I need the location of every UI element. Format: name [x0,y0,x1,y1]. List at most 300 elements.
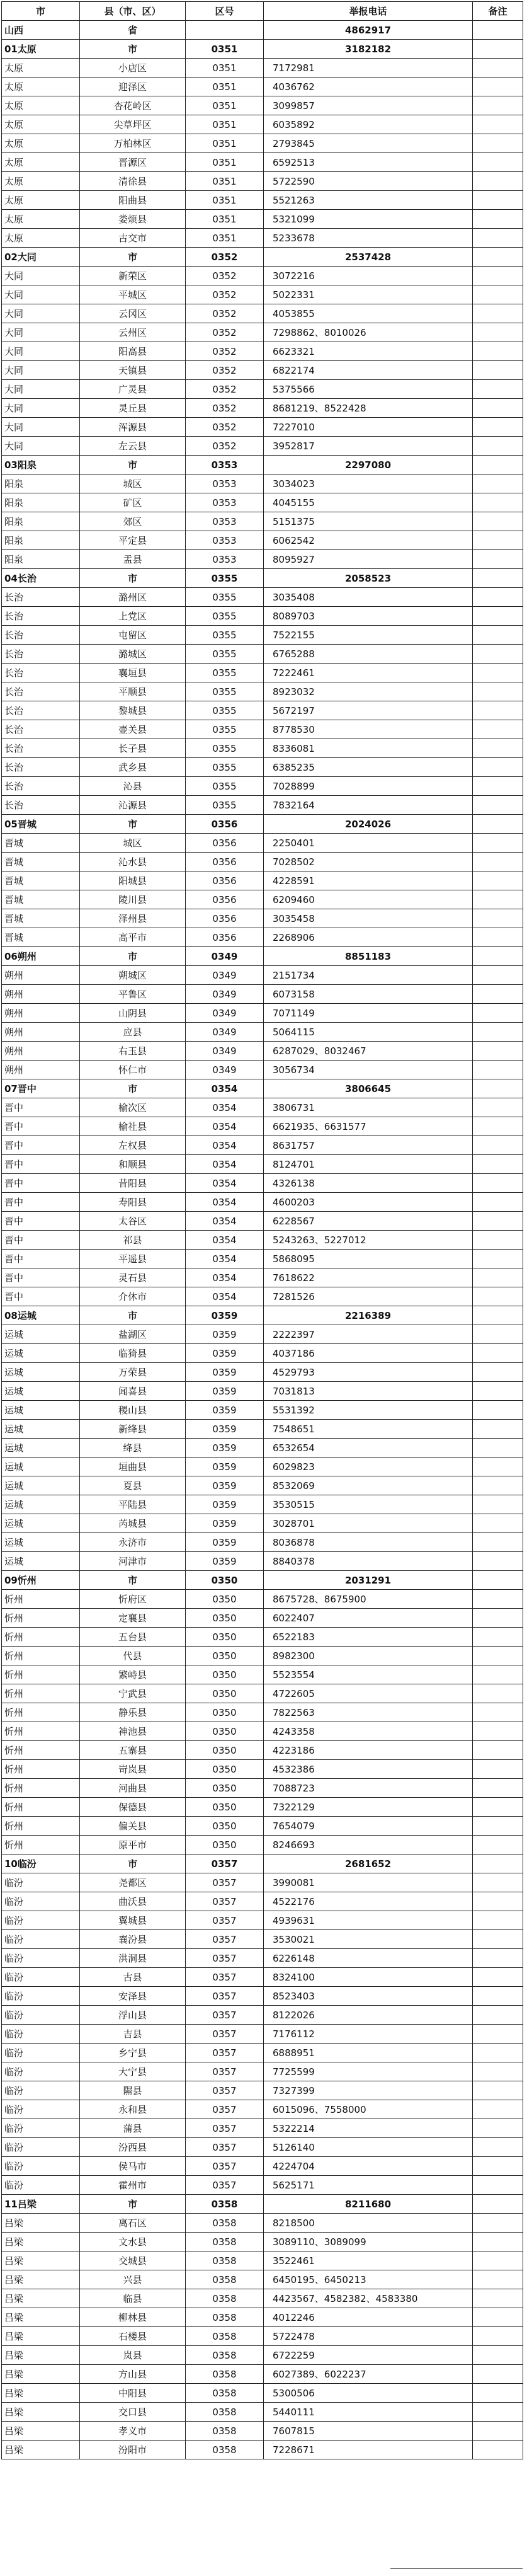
cell-city: 忻州 [2,1684,80,1703]
cell-area-code: 0357 [186,1873,264,1892]
cell-phone: 8218500 [264,2214,473,2233]
table-row-city-summary [2,1854,523,1873]
table-row [2,323,523,342]
table-row-city-summary [2,40,523,59]
cell-county: 平定县 [80,531,186,550]
cell-area-code: 0355 [186,626,264,645]
cell-area-code: 0354 [186,1174,264,1193]
cell-phone: 7228671 [264,2441,473,2459]
cell-remarks [473,1873,523,1892]
cell-city: 运城 [2,1325,80,1344]
cell-county: 清徐县 [80,172,186,191]
cell-city: 忻州 [2,1836,80,1854]
cell-area-code: 0349 [186,1023,264,1042]
table-row [2,96,523,115]
cell-county: 隰县 [80,2081,186,2100]
cell-area-code: 0355 [186,758,264,777]
cell-remarks [473,890,523,909]
table-row [2,664,523,682]
cell-area-code: 0349 [186,985,264,1004]
table-row [2,1873,523,1892]
cell-area-code: 0351 [186,59,264,78]
cell-remarks [473,1609,523,1628]
table-row [2,1703,523,1722]
cell-remarks [473,1401,523,1420]
cell-city: 吕梁 [2,2327,80,2346]
cell-city: 长治 [2,777,80,796]
cell-county: 沁县 [80,777,186,796]
table-row [2,2327,523,2346]
cell-county: 平遥县 [80,1250,186,1268]
cell-phone: 7088723 [264,1779,473,1798]
cell-remarks [473,607,523,626]
cell-city: 运城 [2,1382,80,1401]
cell-area-code: 0354 [186,1155,264,1174]
cell-area-code: 0356 [186,871,264,890]
cell-city: 运城 [2,1420,80,1439]
cell-area-code: 0355 [186,739,264,758]
cell-county: 汾阳市 [80,2441,186,2459]
cell-county: 介休市 [80,1287,186,1306]
cell-area-code: 0355 [186,607,264,626]
cell-remarks [473,1628,523,1647]
cell-area-code: 0351 [186,172,264,191]
cell-county: 祁县 [80,1231,186,1250]
header-remarks: 备注 [473,2,523,21]
cell-area-code: 0349 [186,947,264,966]
cell-phone: 8246693 [264,1836,473,1854]
cell-city: 山西 [2,21,80,40]
cell-phone: 5151375 [264,512,473,531]
cell-phone: 6073158 [264,985,473,1004]
table-row [2,985,523,1004]
table-row [2,1779,523,1798]
table-row-city-summary [2,456,523,474]
cell-area-code: 0354 [186,1193,264,1212]
cell-area-code: 0359 [186,1382,264,1401]
cell-phone: 6822174 [264,361,473,380]
cell-phone: 7548651 [264,1420,473,1439]
cell-phone: 6450195、6450213 [264,2270,473,2289]
cell-area-code: 0359 [186,1458,264,1476]
table-row [2,78,523,96]
cell-phone: 8089703 [264,607,473,626]
cell-phone: 7028899 [264,777,473,796]
cell-phone: 5625171 [264,2176,473,2195]
cell-county: 万柏林区 [80,134,186,153]
cell-phone: 8095927 [264,550,473,569]
cell-county: 杏花岭区 [80,96,186,115]
table-row [2,2176,523,2195]
cell-county: 城区 [80,474,186,493]
cell-area-code: 0358 [186,2403,264,2422]
cell-phone: 5440111 [264,2403,473,2422]
table-row [2,2422,523,2441]
cell-area-code: 0350 [186,1836,264,1854]
table-row [2,1684,523,1703]
cell-remarks [473,493,523,512]
cell-remarks [473,2195,523,2214]
cell-phone: 6027389、6022237 [264,2365,473,2384]
cell-phone: 5300506 [264,2384,473,2403]
cell-phone: 4532386 [264,1760,473,1779]
cell-remarks [473,1212,523,1231]
cell-phone: 4722605 [264,1684,473,1703]
cell-county: 昔阳县 [80,1174,186,1193]
cell-phone: 3028701 [264,1514,473,1533]
table-row [2,890,523,909]
cell-area-code: 0349 [186,1004,264,1023]
cell-phone: 3089110、3089099 [264,2233,473,2251]
cell-phone: 7322129 [264,1798,473,1817]
cell-phone: 6029823 [264,1458,473,1476]
table-row [2,607,523,626]
cell-area-code: 0350 [186,1647,264,1665]
cell-city: 运城 [2,1363,80,1382]
cell-county: 乡宁县 [80,2044,186,2062]
table-row [2,834,523,853]
cell-city: 大同 [2,418,80,437]
cell-county: 盐湖区 [80,1325,186,1344]
cell-remarks [473,1476,523,1495]
cell-county: 长子县 [80,739,186,758]
table-row [2,1363,523,1382]
cell-remarks [473,134,523,153]
table-row [2,361,523,380]
cell-city: 吕梁 [2,2365,80,2384]
cell-county: 大宁县 [80,2062,186,2081]
cell-phone: 6209460 [264,890,473,909]
cell-phone: 5868095 [264,1250,473,1268]
cell-city: 阳泉 [2,493,80,512]
cell-city: 07晋中 [2,1079,80,1098]
table-row [2,1741,523,1760]
cell-remarks [473,2081,523,2100]
cell-county: 尖草坪区 [80,115,186,134]
cell-remarks [473,815,523,834]
table-row [2,2384,523,2403]
cell-area-code: 0355 [186,720,264,739]
cell-area-code: 0355 [186,645,264,664]
table-row [2,1930,523,1949]
header-county: 县（市、区） [80,2,186,21]
cell-remarks [473,1306,523,1325]
cell-county: 岢岚县 [80,1760,186,1779]
cell-area-code: 0355 [186,701,264,720]
cell-phone: 6522183 [264,1628,473,1647]
cell-remarks [473,172,523,191]
cell-area-code: 0354 [186,1250,264,1268]
cell-city: 临汾 [2,1949,80,1968]
cell-city: 05晋城 [2,815,80,834]
cell-remarks [473,361,523,380]
cell-remarks [473,2346,523,2365]
cell-city: 运城 [2,1439,80,1458]
cell-phone: 2268906 [264,928,473,947]
cell-remarks [473,1836,523,1854]
cell-area-code: 0352 [186,418,264,437]
cell-remarks [473,2233,523,2251]
cell-remarks [473,2365,523,2384]
cell-remarks [473,342,523,361]
cell-remarks [473,248,523,267]
cell-city: 朔州 [2,1023,80,1042]
cell-county: 夏县 [80,1476,186,1495]
cell-city: 临汾 [2,2119,80,2138]
cell-remarks [473,399,523,418]
cell-area-code [186,21,264,40]
cell-remarks [473,1892,523,1911]
cell-city: 大同 [2,285,80,304]
cell-phone: 3056734 [264,1061,473,1079]
cell-remarks [473,1495,523,1514]
cell-area-code: 0350 [186,1760,264,1779]
table-row [2,777,523,796]
cell-remarks [473,966,523,985]
cell-city: 朔州 [2,1042,80,1061]
cell-county: 侯马市 [80,2157,186,2176]
cell-city: 运城 [2,1401,80,1420]
cell-phone: 7031813 [264,1382,473,1401]
cell-remarks [473,2308,523,2327]
cell-city: 运城 [2,1458,80,1476]
table-row-city-summary [2,1079,523,1098]
cell-area-code: 0358 [186,2327,264,2346]
cell-city: 晋中 [2,1231,80,1250]
cell-county: 市 [80,1306,186,1325]
table-row [2,682,523,701]
cell-county: 平顺县 [80,682,186,701]
cell-city: 忻州 [2,1609,80,1628]
cell-city: 长治 [2,588,80,607]
table-row [2,588,523,607]
cell-county: 朔城区 [80,966,186,985]
cell-city: 长治 [2,739,80,758]
cell-area-code: 0353 [186,512,264,531]
cell-county: 浮山县 [80,2006,186,2025]
table-row-city-summary [2,248,523,267]
cell-area-code: 0353 [186,531,264,550]
table-row [2,2214,523,2233]
cell-city: 晋中 [2,1287,80,1306]
cell-area-code: 0357 [186,1930,264,1949]
cell-city: 晋中 [2,1155,80,1174]
table-row [2,2138,523,2157]
cell-county: 永济市 [80,1533,186,1552]
cell-city: 09忻州 [2,1571,80,1590]
cell-county: 榆社县 [80,1117,186,1136]
cell-phone: 2793845 [264,134,473,153]
cell-area-code: 0352 [186,361,264,380]
table-row [2,928,523,947]
cell-city: 阳泉 [2,512,80,531]
cell-remarks [473,928,523,947]
cell-city: 忻州 [2,1703,80,1722]
cell-county: 左权县 [80,1136,186,1155]
cell-area-code: 0349 [186,966,264,985]
cell-phone: 8532069 [264,1476,473,1495]
cell-remarks [473,21,523,40]
cell-remarks [473,1760,523,1779]
cell-county: 武乡县 [80,758,186,777]
table-row [2,267,523,285]
table-row [2,531,523,550]
cell-area-code: 0351 [186,210,264,229]
cell-phone: 5322214 [264,2119,473,2138]
cell-remarks [473,871,523,890]
cell-phone: 2216389 [264,1306,473,1325]
cell-city: 忻州 [2,1779,80,1798]
cell-county: 黎城县 [80,701,186,720]
cell-city: 晋城 [2,853,80,871]
cell-county: 偏关县 [80,1817,186,1836]
cell-area-code: 0359 [186,1344,264,1363]
cell-area-code: 0358 [186,2365,264,2384]
cell-city: 晋中 [2,1268,80,1287]
header-phone: 举报电话 [264,2,473,21]
table-row [2,966,523,985]
table-row [2,645,523,664]
cell-phone: 7832164 [264,796,473,815]
table-row-city-summary [2,21,523,40]
cell-area-code: 0352 [186,342,264,361]
cell-phone: 3099857 [264,96,473,115]
cell-remarks [473,304,523,323]
cell-area-code: 0354 [186,1098,264,1117]
table-row [2,626,523,645]
cell-area-code: 0354 [186,1287,264,1306]
table-row [2,304,523,323]
cell-city: 晋城 [2,871,80,890]
cell-city: 阳泉 [2,550,80,569]
cell-remarks [473,1987,523,2006]
table-row [2,2006,523,2025]
cell-area-code: 0357 [186,1968,264,1987]
table-row [2,342,523,361]
cell-city: 长治 [2,607,80,626]
cell-remarks [473,2062,523,2081]
table-row [2,1836,523,1854]
cell-area-code: 0354 [186,1117,264,1136]
cell-county: 娄烦县 [80,210,186,229]
cell-area-code: 0359 [186,1552,264,1571]
table-row [2,512,523,531]
cell-remarks [473,1439,523,1458]
cell-county: 迎泽区 [80,78,186,96]
table-row [2,1212,523,1231]
cell-area-code: 0352 [186,380,264,399]
table-row [2,1609,523,1628]
cell-county: 交城县 [80,2251,186,2270]
table-row [2,380,523,399]
table-row [2,758,523,777]
cell-county: 忻府区 [80,1590,186,1609]
footer-rule [390,2568,523,2569]
cell-city: 大同 [2,437,80,456]
cell-county: 盂县 [80,550,186,569]
cell-city: 长治 [2,682,80,701]
cell-phone: 5531392 [264,1401,473,1420]
cell-area-code: 0357 [186,2119,264,2138]
cell-area-code: 0353 [186,550,264,569]
cell-remarks [473,115,523,134]
cell-phone: 2058523 [264,569,473,588]
table-row [2,1892,523,1911]
table-row [2,739,523,758]
table-row [2,1344,523,1363]
cell-area-code: 0352 [186,437,264,456]
cell-area-code: 0357 [186,2138,264,2157]
cell-remarks [473,78,523,96]
cell-area-code: 0356 [186,853,264,871]
cell-remarks [473,59,523,78]
cell-area-code: 0355 [186,569,264,588]
cell-county: 定襄县 [80,1609,186,1628]
cell-remarks [473,947,523,966]
cell-area-code: 0356 [186,834,264,853]
cell-county: 广灵县 [80,380,186,399]
cell-county: 河曲县 [80,1779,186,1798]
table-row [2,191,523,210]
cell-phone: 3182182 [264,40,473,59]
cell-phone: 5722478 [264,2327,473,2346]
cell-area-code: 0358 [186,2441,264,2459]
cell-city: 晋城 [2,909,80,928]
table-row-city-summary [2,1306,523,1325]
cell-area-code: 0351 [186,78,264,96]
cell-phone: 5243263、5227012 [264,1231,473,1250]
cell-city: 晋中 [2,1117,80,1136]
table-row [2,1628,523,1647]
cell-remarks [473,645,523,664]
cell-city: 忻州 [2,1665,80,1684]
cell-county: 省 [80,21,186,40]
cell-remarks [473,2403,523,2422]
cell-phone: 7822563 [264,1703,473,1722]
cell-city: 忻州 [2,1798,80,1817]
table-row [2,2251,523,2270]
cell-remarks [473,1382,523,1401]
cell-area-code: 0349 [186,1061,264,1079]
cell-remarks [473,2157,523,2176]
cell-county: 垣曲县 [80,1458,186,1476]
cell-area-code: 0355 [186,664,264,682]
cell-phone: 7028502 [264,853,473,871]
cell-county: 应县 [80,1023,186,1042]
cell-phone: 5064115 [264,1023,473,1042]
cell-county: 右玉县 [80,1042,186,1061]
cell-remarks [473,626,523,645]
cell-remarks [473,1647,523,1665]
table-row [2,1552,523,1571]
cell-area-code: 0358 [186,2422,264,2441]
table-row [2,1533,523,1552]
cell-remarks [473,1287,523,1306]
cell-city: 吕梁 [2,2441,80,2459]
cell-area-code: 0359 [186,1533,264,1552]
cell-remarks [473,2025,523,2044]
cell-phone: 2024026 [264,815,473,834]
cell-remarks [473,2138,523,2157]
cell-remarks [473,1079,523,1098]
cell-county: 洪洞县 [80,1949,186,1968]
table-row [2,210,523,229]
cell-area-code: 0359 [186,1495,264,1514]
table-row [2,1476,523,1495]
cell-county: 稷山县 [80,1401,186,1420]
cell-city: 临汾 [2,2138,80,2157]
cell-city: 太原 [2,134,80,153]
